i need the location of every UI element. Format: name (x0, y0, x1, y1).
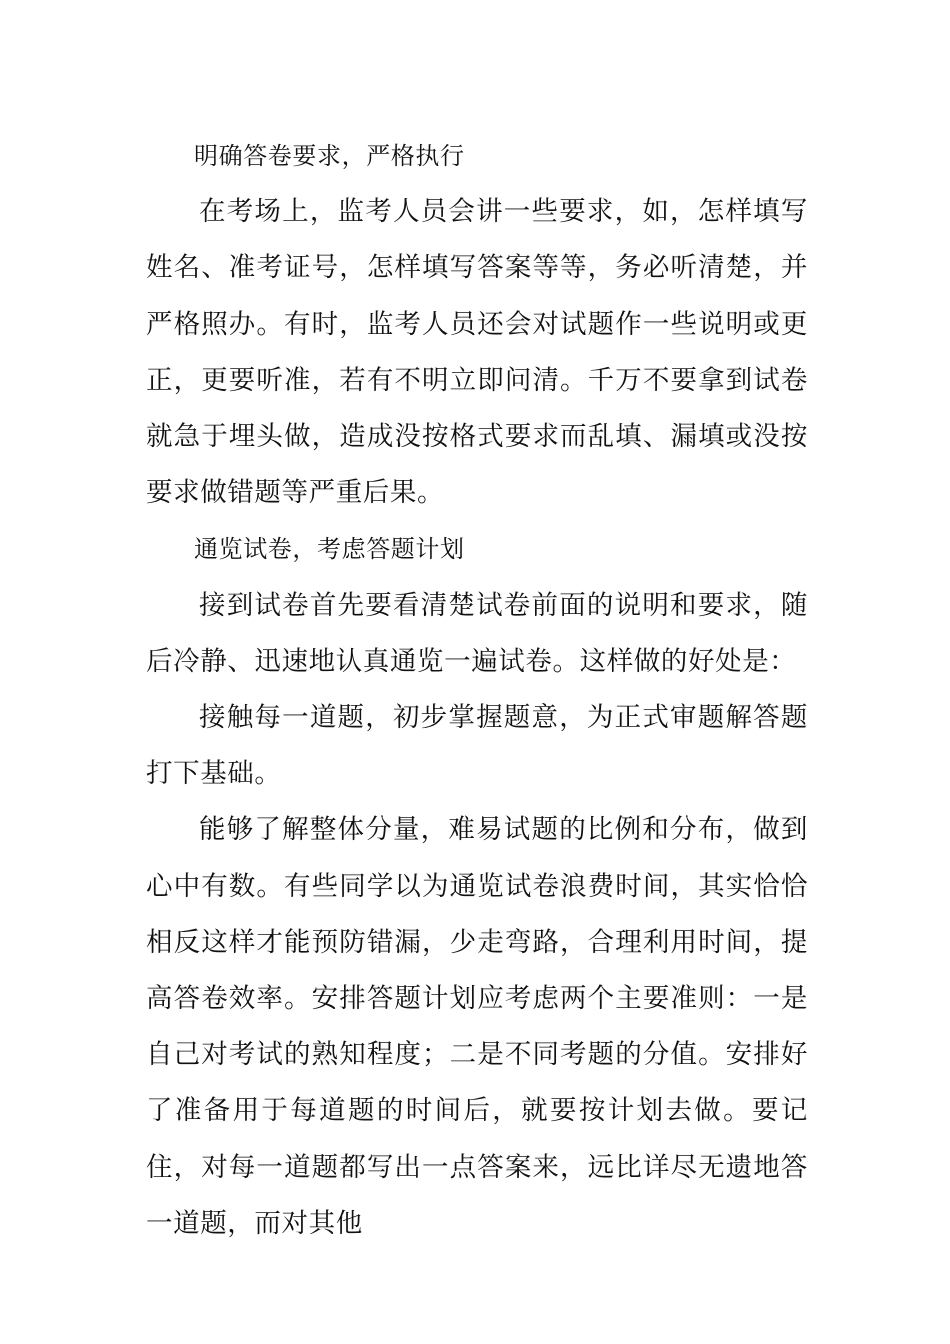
body-paragraph: 能够了解整体分量，难易试题的比例和分布，做到心中有数。有些同学以为通览试卷浪费时间，其实恰恰相反这样才能预防错漏，少走弯路，合理利用时间，提高答卷效率。安排答题计划应考虑两个主要准则：一是自己对考试的熟知程度；二是不同考题的分值。安排好了准备用于每道题的时间后，就要按计划去做。要记住，对每一道题都写出一点答案来，远比详尽无遗地答一道题，而对其他 (146, 814, 808, 1239)
document-body (146, 128, 808, 1252)
section-heading: 明确答卷要求，严格执行 (194, 142, 465, 170)
body-paragraph: 接触每一道题，初步掌握题意，为正式审题解答题打下基础。 (146, 702, 808, 790)
section-heading: 通览试卷，考虑答题计划 (194, 535, 465, 564)
body-paragraph: 接到试卷首先要看清楚试卷前面的说明和要求，随后冷静、迅速地认真通览一遍试卷。这样做的好处是： (146, 589, 808, 677)
body-paragraph: 在考场上，监考人员会讲一些要求，如，怎样填写姓名、准考证号，怎样填写答案等等，务必听清楚，并严格照办。有时，监考人员还会对试题作一些说明或更正，更要听准，若有不明立即问清。千万不要拿到试卷就急于埋头做，造成没按格式要求而乱填、漏填或没按要求做错题等严重后果。 (146, 196, 808, 509)
